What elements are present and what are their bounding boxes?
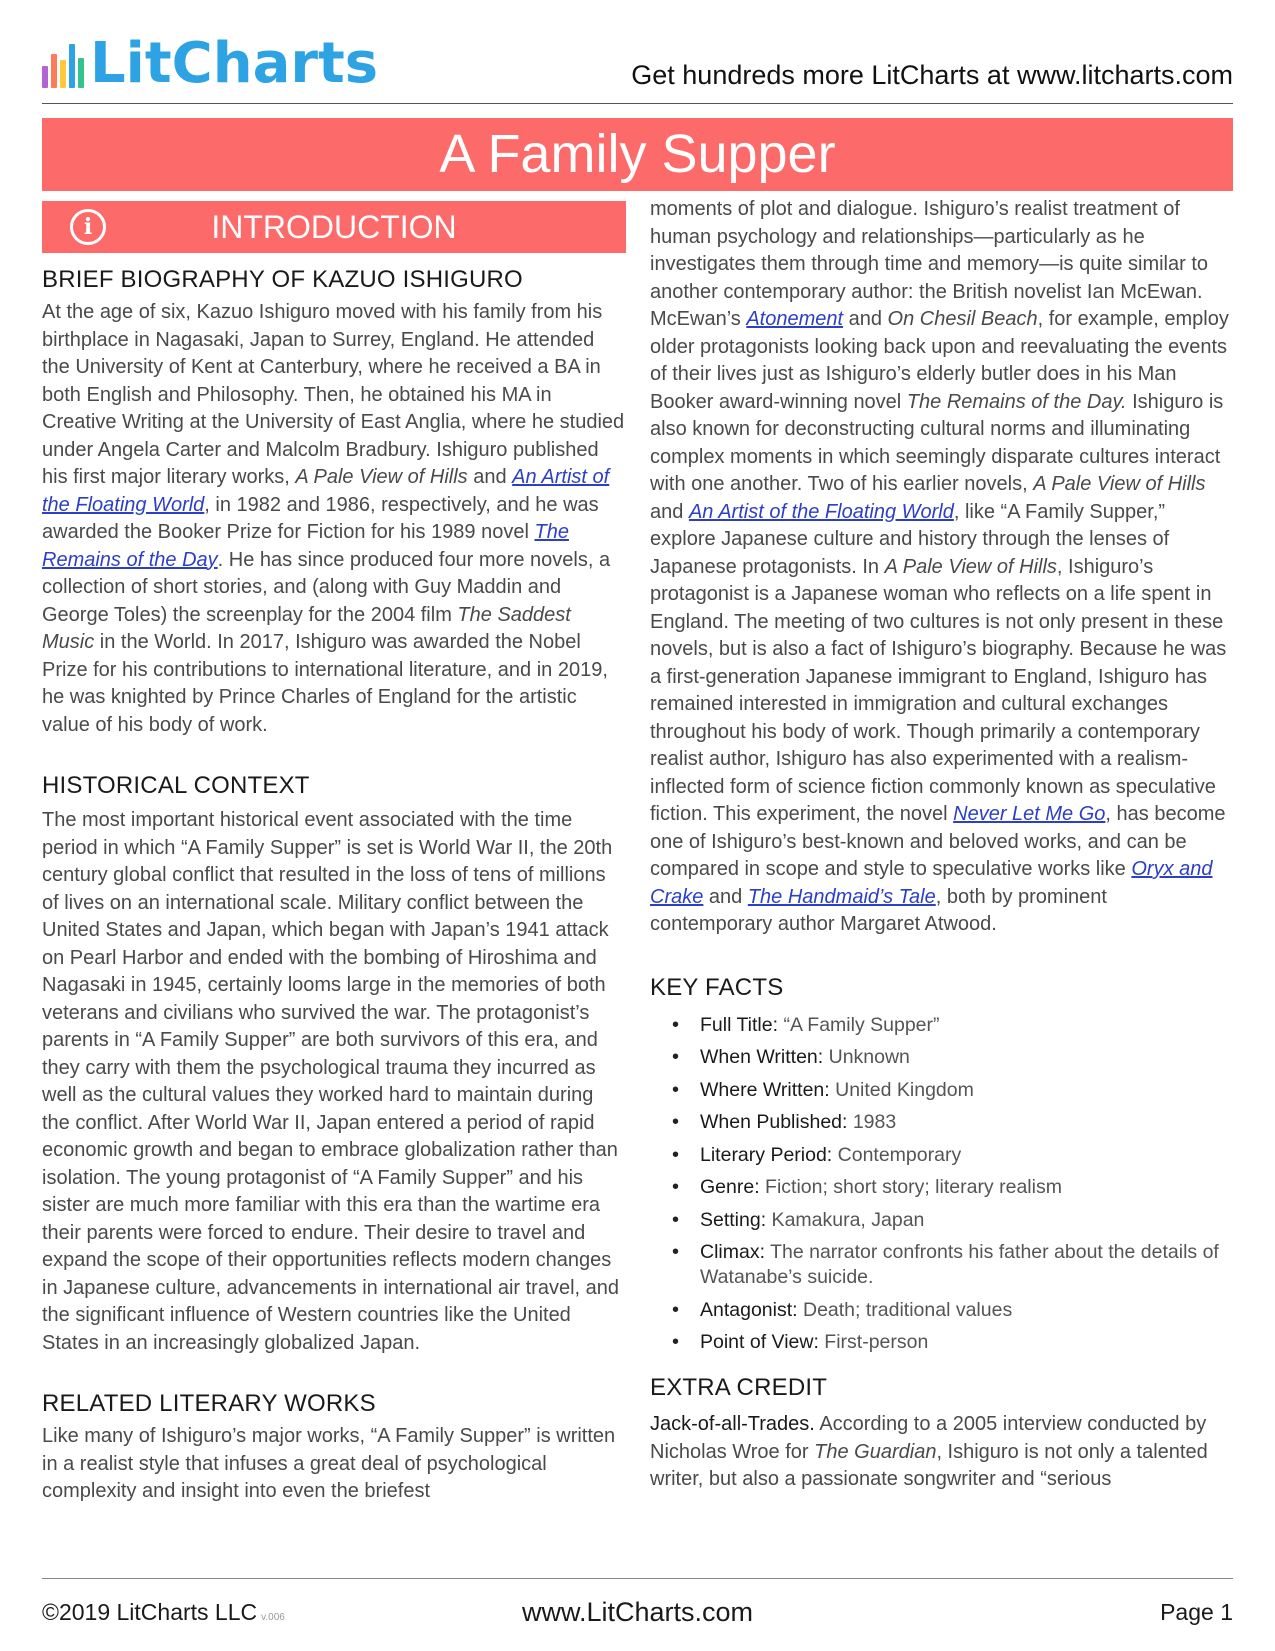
key-fact-item: • When Published: 1983 [672, 1110, 1234, 1135]
link-the-remains-of-the-day[interactable]: The Remains of the Day [42, 521, 569, 571]
litcharts-logo[interactable] [42, 31, 379, 96]
title-banner [42, 118, 1233, 191]
footer-page-number: Page 1 [1160, 1599, 1233, 1625]
info-icon: i [70, 209, 106, 245]
link-an-artist-of-the-floating-world[interactable]: An Artist of the Floating World [42, 466, 610, 516]
key-fact-item: • Antagonist: Death; traditional values [672, 1298, 1234, 1323]
key-fact-item: • Literary Period: Contemporary [672, 1143, 1234, 1168]
link-the-handmaids-tale[interactable]: The Handmaid’s Tale [747, 885, 936, 908]
page-footer [42, 1578, 1233, 1638]
key-fact-item: • Full Title: “A Family Supper” [672, 1013, 1234, 1038]
page-header [42, 30, 1233, 104]
right-column [650, 196, 1234, 1494]
link-an-artist-of-the-floating-world-2[interactable]: An Artist of the Floating World [688, 500, 954, 523]
page-title: A Family Supper [439, 124, 836, 184]
related-works-text-continued: moments of plot and dialogue. Ishiguro’s realist treatment of human psychology and relationships—particularly as he investigates them through time and memory—is quite similar to another contemporary author: the British novelist Ian McEwan. McEwan’s Atonement and On Chesil Beach, for example, employ older protagonists looking back upon and reevaluating the events of their lives just as Ishiguro’s elderly butler does in his Man Booker award-winning novel The Remains of the Day. Ishiguro is also known for deconstructing cultural norms and illuminating complex moments in which seemingly disparate cultures interact with one another. Two of his earlier novels, A Pale View of Hills and An Artist of the Floating World, like “A Family Supper,” explore Japanese culture and history through the lenses of Japanese protagonists. In A Pale View of Hills, Ishiguro’s protagonist is a Japanese woman who reflects on a life spent in England. The meeting of two cultures is not only present in these novels, but is also a fact of Ishiguro’s biography. Because he was a first-generation Japanese immigrant to England, Ishiguro has remained interested in immigration and cultural exchanges throughout his body of work. Though primarily a contemporary realist author, Ishiguro has also experimented with a realism-inflected form of science fiction commonly known as speculative fiction. This experiment, the novel Never Let Me Go, has become one of Ishiguro’s best-known and beloved works, and can be compared in scope and style to speculative works like Oryx and Crake and The Handmaid’s Tale, both by prominent contemporary author Margaret Atwood. [650, 198, 1229, 935]
bar-chart-icon [42, 42, 84, 88]
section-heading-biography: BRIEF BIOGRAPHY OF KAZUO ISHIGURO [42, 266, 523, 293]
section-heading-key-facts: KEY FACTS [650, 973, 784, 1001]
link-atonement[interactable]: Atonement [746, 308, 844, 330]
key-fact-item: • Climax: The narrator confronts his father about the details of Watanabe’s suicide. [672, 1240, 1234, 1290]
introduction-bar [42, 201, 626, 253]
key-facts-list [650, 1013, 1234, 1356]
related-works-text-start: Like many of Ishiguro’s major works, “A Family Supper” is written in a realist style that infuses a great deal of psychological complexity and insight into even the briefest [42, 1425, 616, 1502]
section-heading-extra-credit: EXTRA CREDIT [650, 1374, 828, 1401]
section-heading-related-works: RELATED LITERARY WORKS [42, 1390, 376, 1417]
historical-context-text: The most important historical event associated with the time period in which “A Family Supper” is set is World War II, the 20th century global conflict that resulted in the loss of tens of millions of lives on an international scale. Military conflict between the United States and Japan, which began with Japan’s 1941 attack on Pearl Harbor and ended with the bombing of Hiroshima and Nagasaki in 1945, certainly looms large in the memories of both veterans and civilians who survived the war. The protagonist’s parents in “A Family Supper” are both survivors of this era, and they carry with them the psychological trauma they incurred as well as the cultural values they worked hard to maintain during the conflict. After World War II, Japan entered a period of rapid economic growth and began to embrace globalization rather than isolation. The young protagonist of “A Family Supper” and his sister are much more familiar with this era than the wartime era their parents were forced to endure. Their desire to travel and expand the scope of their opportunities reflects modern changes in Japanese culture, advancements in international air travel, and the significant influence of Western countries like the United States in an increasingly globalized Japan. [42, 809, 620, 1354]
key-fact-item: • Where Written: United Kingdom [672, 1078, 1234, 1103]
extra-credit-text: Jack-of-all-Trades. According to a 2005 interview conducted by Nicholas Wroe for The Guardian, Ishiguro is not only a talented writer, but also a passionate songwriter and “serious [650, 1413, 1208, 1490]
footer-site-link[interactable]: www.LitCharts.com [521, 1597, 754, 1627]
logo-text: LitCharts [90, 31, 379, 96]
link-never-let-me-go[interactable]: Never Let Me Go [953, 803, 1106, 825]
biography-text: At the age of six, Kazuo Ishiguro moved with his family from his birthplace in Nagasaki, Japan to Surrey, England. He attended the University of Kent at Canterbury, where he received a BA in both English and Philosophy. Then, he obtained his MA in Creative Writing at the University of East Anglia, where he studied under Angela Carter and Malcolm Bradbury. Ishiguro published his first major literary works, A Pale View of Hills and An Artist of the Floating World, in 1982 and 1986, respectively, and he was awarded the Booker Prize for Fiction for his 1989 novel The Remains of the Day. He has since produced four more novels, a collection of short stories, and (along with Guy Maddin and George Toles) the screenplay for the 2004 film The Saddest Music in the World. In 2017, Ishiguro was awarded the Nobel Prize for his contributions to international literature, and in 2019, he was knighted by Prince Charles of England for the artistic value of his body of work. [42, 301, 625, 736]
key-fact-item: • Genre: Fiction; short story; literary realism [672, 1175, 1234, 1200]
left-column [42, 263, 626, 1506]
footer-copyright: ©2019 LitCharts LLC v.006 [42, 1599, 285, 1625]
introduction-label: INTRODUCTION [211, 209, 457, 245]
key-fact-item: • Setting: Kamakura, Japan [672, 1208, 1234, 1233]
section-heading-historical-context: HISTORICAL CONTEXT [42, 772, 310, 799]
key-fact-item: • Point of View: First-person [672, 1330, 1234, 1355]
key-fact-item: • When Written: Unknown [672, 1045, 1234, 1070]
header-tagline[interactable]: Get hundreds more LitCharts at www.litcharts.com [631, 60, 1233, 90]
link-oryx-and-crake[interactable]: Oryx and Crake [650, 858, 1213, 908]
footer-version: v.006 [261, 1612, 285, 1623]
